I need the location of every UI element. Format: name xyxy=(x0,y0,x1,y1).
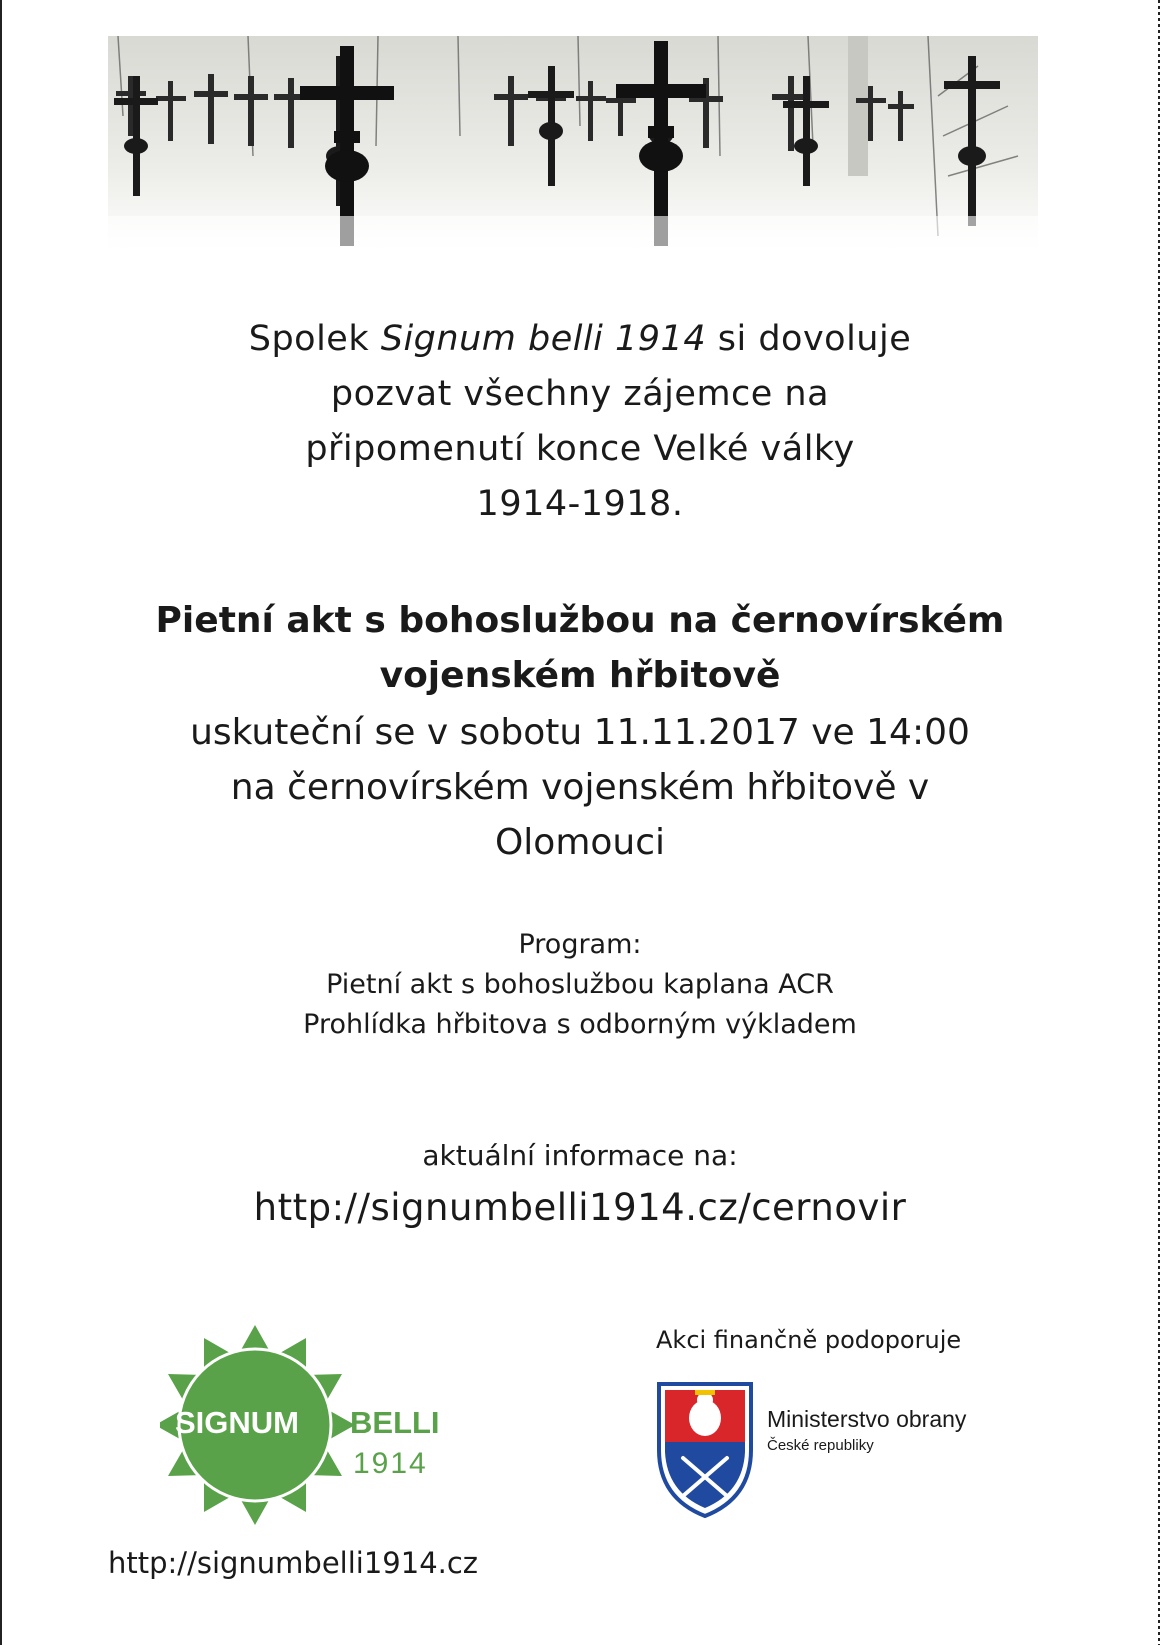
program-heading: Program: xyxy=(518,929,642,960)
info-label: aktuální informace na: xyxy=(422,1139,738,1172)
logo-year: 1914 xyxy=(353,1447,428,1480)
program-item: Prohlídka hřbitova s odborným výkladem xyxy=(303,1009,857,1040)
intro-text xyxy=(0,312,1160,532)
program-section xyxy=(0,925,1160,1045)
event-url-link[interactable]: http://signumbelli1914.cz/cernovir xyxy=(253,1186,907,1229)
website-url-link[interactable]: http://signumbelli1914.cz xyxy=(108,1546,479,1580)
logo-word-signum: SIGNUM xyxy=(175,1405,299,1440)
signum-belli-logo xyxy=(160,1325,460,1525)
event-details xyxy=(0,705,1160,870)
intro-line-1 xyxy=(0,312,1160,367)
intro-line-3: připomenutí konce Velké války xyxy=(305,429,855,469)
intro-line-4: 1914-1918. xyxy=(476,484,684,524)
event-title-line-1: Pietní akt s bohoslužbou na černovírském xyxy=(155,600,1005,641)
program-item: Pietní akt s bohoslužbou kaplana ACR xyxy=(326,969,834,1000)
sponsor-label: Akci finančně podoporuje xyxy=(656,1326,962,1354)
intro-prefix: Spolek xyxy=(248,319,381,359)
logo-word-belli: BELLI xyxy=(350,1405,440,1440)
ministry-subtitle: České republiky xyxy=(767,1437,874,1454)
intro-suffix: si dovoluje xyxy=(706,319,912,359)
intro-line-2: pozvat všechny zájemce na xyxy=(330,374,830,414)
event-title xyxy=(0,593,1160,703)
event-city-line: Olomouci xyxy=(494,822,666,863)
event-title-line-2: vojenském hřbitově xyxy=(379,655,781,696)
event-place-line: na černovírském vojenském hřbitově v xyxy=(230,767,930,808)
organization-name: Signum belli 1914 xyxy=(380,319,707,359)
ministry-name: Ministerstvo obrany xyxy=(767,1406,967,1432)
event-date-line: uskuteční se v sobotu 11.11.2017 ve 14:00 xyxy=(190,712,970,753)
cemetery-crosses-photo xyxy=(108,36,1038,254)
